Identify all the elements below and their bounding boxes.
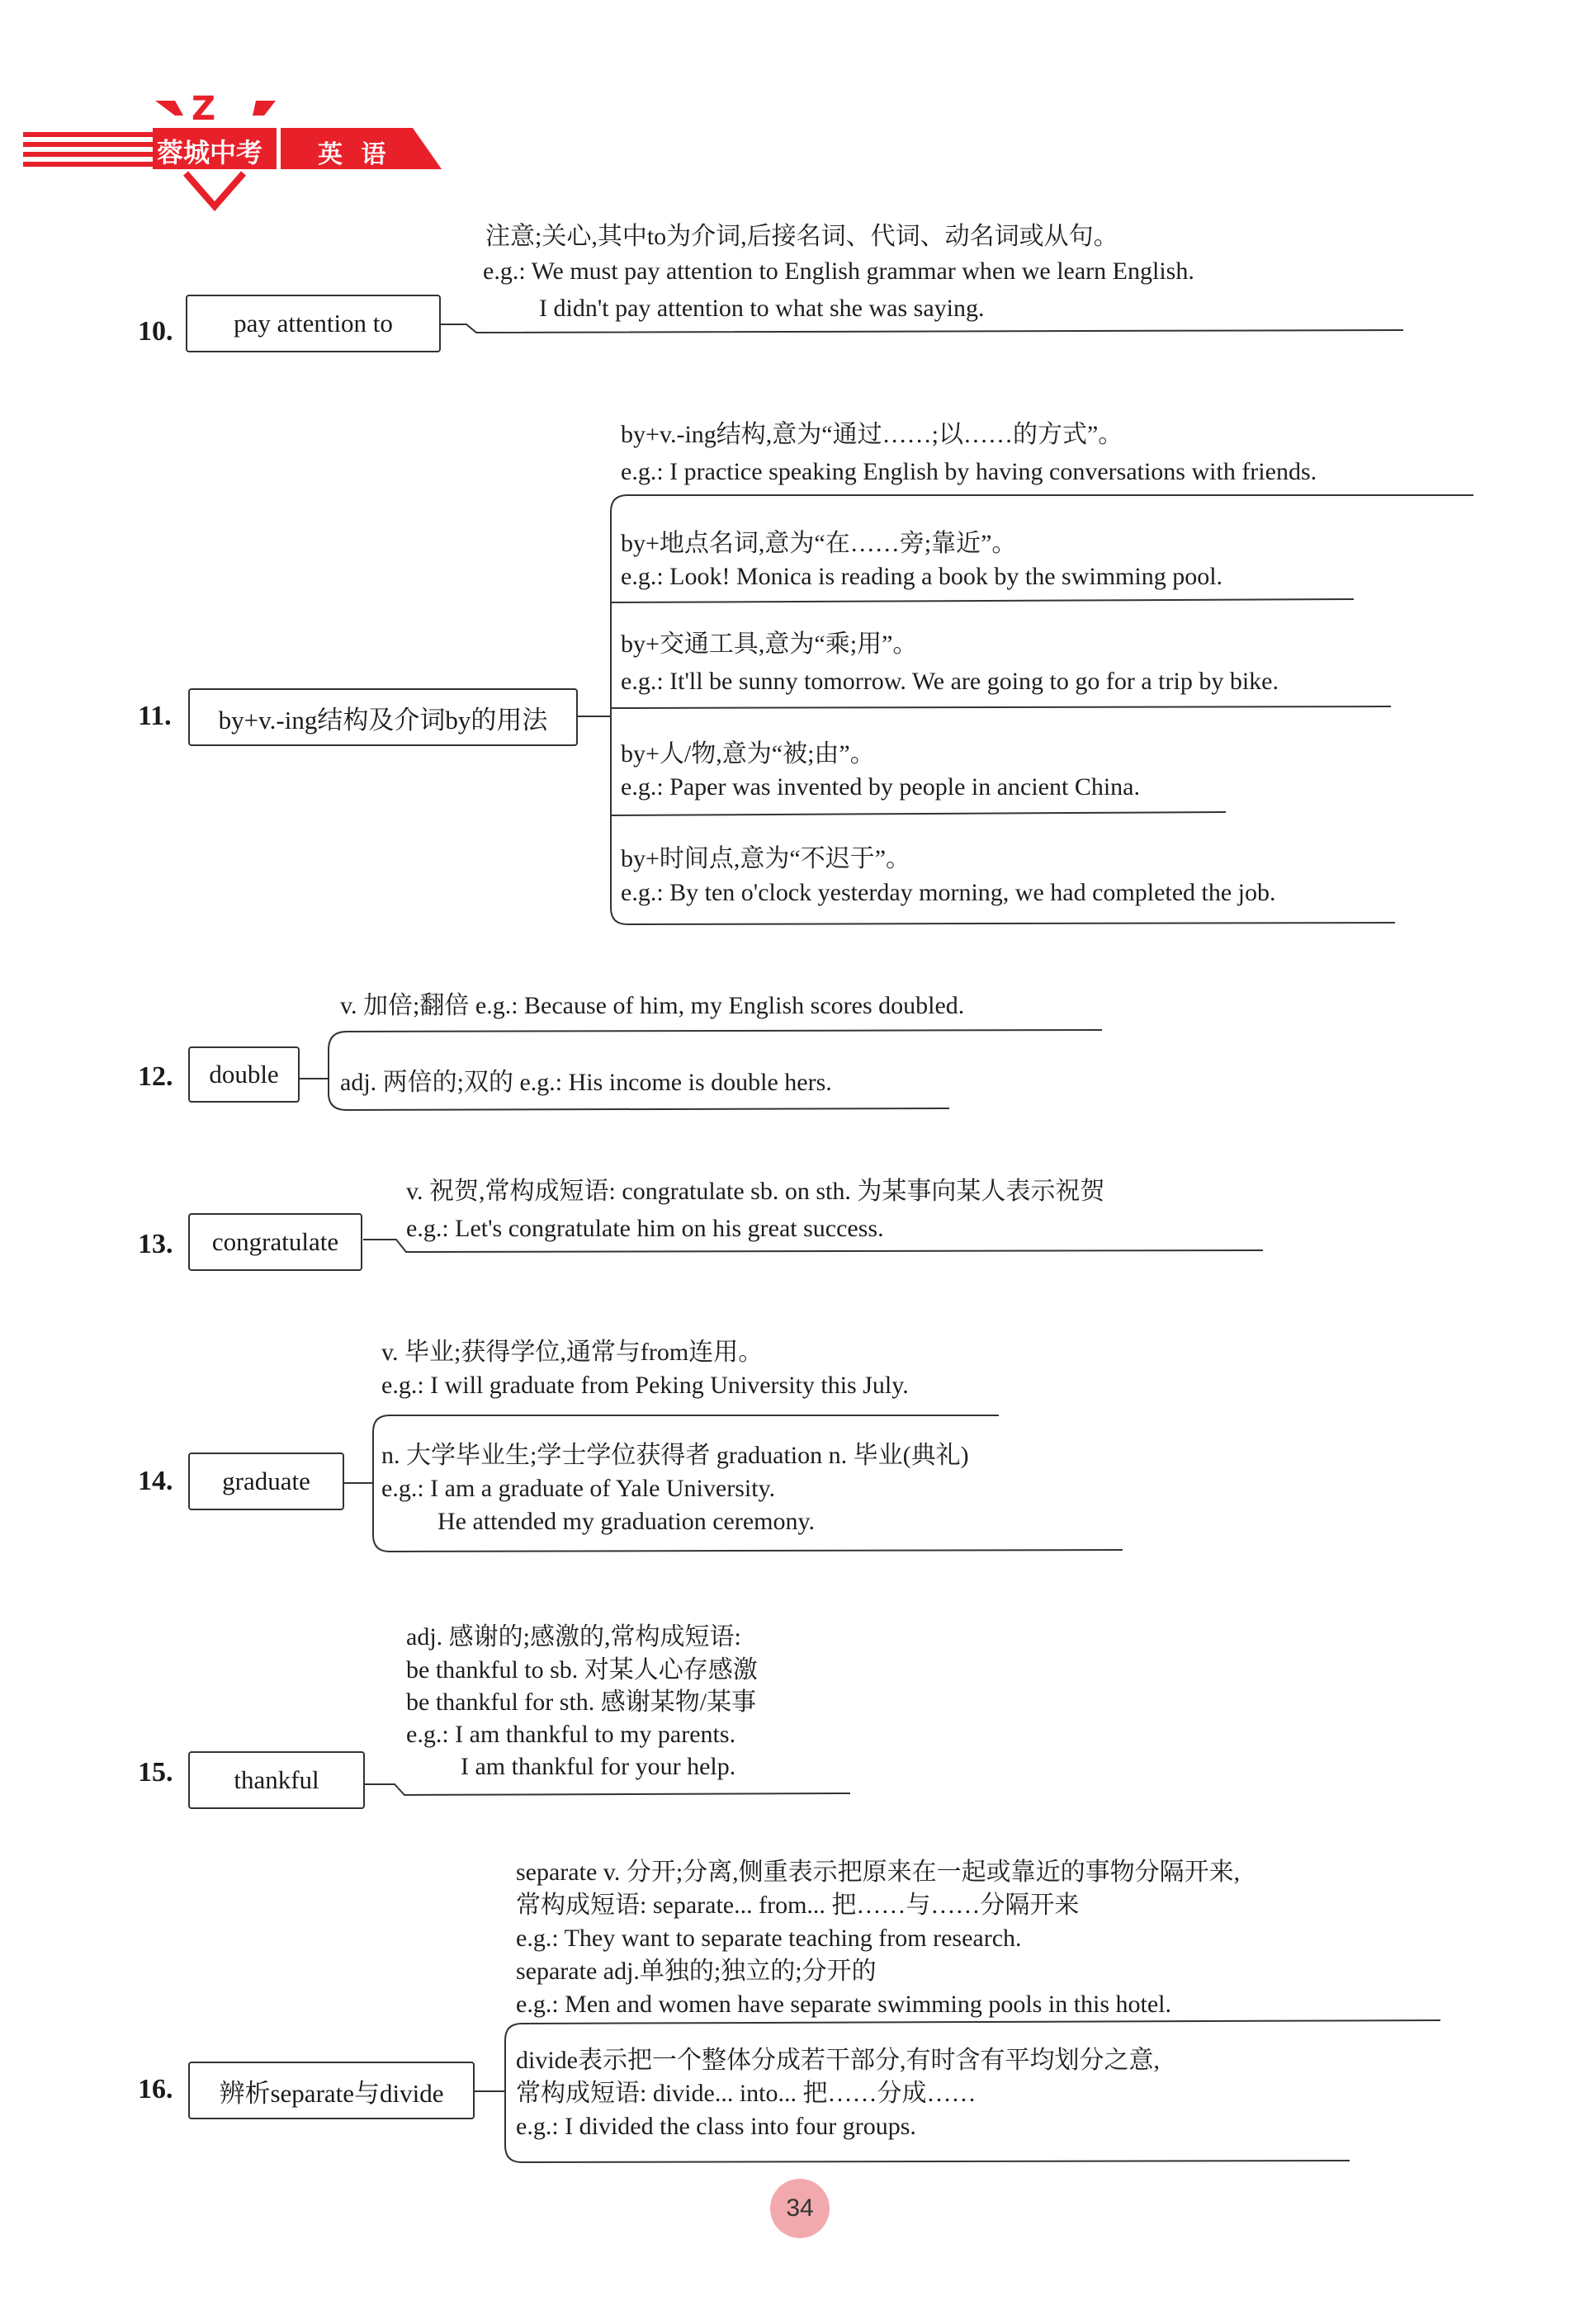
- item-number-13: 13.: [138, 1229, 173, 1259]
- definition-line: separate v. 分开;分离,侧重表示把原来在一起或靠近的事物分隔开来,: [516, 1859, 1241, 1886]
- item-number-12: 12.: [138, 1061, 173, 1092]
- branch-title: by+v.-ing结构,意为“通过……;以……的方式”。: [621, 421, 1123, 448]
- keyword-box-by-usage: by+v.-ing结构及介词by的用法: [188, 688, 578, 746]
- definition-line: adj. 两倍的;双的 e.g.: His income is double hers.: [340, 1069, 832, 1096]
- definition-line: n. 大学毕业生;学士学位获得者 graduation n. 毕业(典礼): [381, 1442, 969, 1469]
- keyword-box-pay-attention-to: pay attention to: [186, 295, 441, 352]
- page-number-badge: 34: [770, 2179, 830, 2238]
- branch-example: e.g.: By ten o'clock yesterday morning, we had completed the job.: [621, 879, 1276, 906]
- phrase-line: 常构成短语: separate... from... 把……与……分隔开来: [516, 1892, 1080, 1919]
- definition-line: separate adj.单独的;独立的;分开的: [516, 1958, 877, 1985]
- item-number-10: 10.: [138, 316, 173, 347]
- keyword-box-separate-divide: 辨析separate与divide: [188, 2062, 475, 2119]
- example-line: e.g.: I divided the class into four groups.: [516, 2113, 916, 2140]
- item-number-15: 15.: [138, 1757, 173, 1788]
- example-line: I am thankful for your help.: [461, 1753, 736, 1780]
- phrase-line: be thankful to sb. 对某人心存感激: [406, 1656, 758, 1684]
- item-number-14: 14.: [138, 1466, 173, 1496]
- example-line: e.g.: I will graduate from Peking University this July.: [381, 1372, 909, 1399]
- definition-line: divide表示把一个整体分成若干部分,有时含有平均划分之意,: [516, 2047, 1160, 2074]
- branch-example: e.g.: It'll be sunny tomorrow. We are going to go for a trip by bike.: [621, 668, 1279, 695]
- example-line: He attended my graduation ceremony.: [437, 1508, 816, 1535]
- branch-title: by+交通工具,意为“乘;用”。: [621, 631, 918, 658]
- keyword-box-graduate: graduate: [188, 1452, 344, 1510]
- keyword-box-congratulate: congratulate: [188, 1213, 362, 1271]
- example-line: e.g.: They want to separate teaching from research.: [516, 1925, 1022, 1952]
- branch-title: by+人/物,意为“被;由”。: [621, 740, 875, 768]
- example-line: e.g.: Men and women have separate swimming pools in this hotel.: [516, 1991, 1172, 2018]
- phrase-line: be thankful for sth. 感谢某物/某事: [406, 1689, 757, 1716]
- header-logo-graphic: [0, 0, 512, 223]
- example-line: e.g.: We must pay attention to English grammar when we learn English.: [483, 257, 1194, 285]
- branch-example: e.g.: I practice speaking English by having conversations with friends.: [621, 458, 1317, 485]
- definition-line: 注意;关心,其中to为介词,后接名词、代词、动名词或从句。: [485, 223, 1118, 250]
- item-number-16: 16.: [138, 2074, 173, 2104]
- definition-line: v. 加倍;翻倍 e.g.: Because of him, my English scores doubled.: [340, 992, 965, 1019]
- example-line: I didn't pay attention to what she was saying.: [539, 295, 985, 322]
- example-line: e.g.: Let's congratulate him on his great success.: [406, 1215, 884, 1242]
- logo-mark: Z: [192, 90, 216, 128]
- branch-title: by+时间点,意为“不迟于”。: [621, 845, 911, 872]
- definition-line: v. 祝贺,常构成短语: congratulate sb. on sth. 为某事向某人表示祝贺: [406, 1178, 1105, 1205]
- branch-title: by+地点名词,意为“在……旁;靠近”。: [621, 530, 1017, 557]
- example-line: e.g.: I am thankful to my parents.: [406, 1721, 736, 1748]
- item-number-11: 11.: [138, 701, 172, 731]
- branch-example: e.g.: Paper was invented by people in ancient China.: [621, 773, 1140, 801]
- subject-label: 英 语: [318, 140, 391, 169]
- example-line: e.g.: I am a graduate of Yale University.: [381, 1475, 776, 1502]
- phrase-line: 常构成短语: divide... into... 把……分成……: [516, 2080, 977, 2107]
- branch-example: e.g.: Look! Monica is reading a book by the swimming pool.: [621, 563, 1223, 590]
- keyword-box-double: double: [188, 1046, 300, 1103]
- definition-line: v. 毕业;获得学位,通常与from连用。: [381, 1339, 764, 1366]
- keyword-box-thankful: thankful: [188, 1751, 365, 1809]
- definition-line: adj. 感谢的;感激的,常构成短语:: [406, 1623, 741, 1651]
- brand-title: 蓉城中考: [157, 138, 263, 168]
